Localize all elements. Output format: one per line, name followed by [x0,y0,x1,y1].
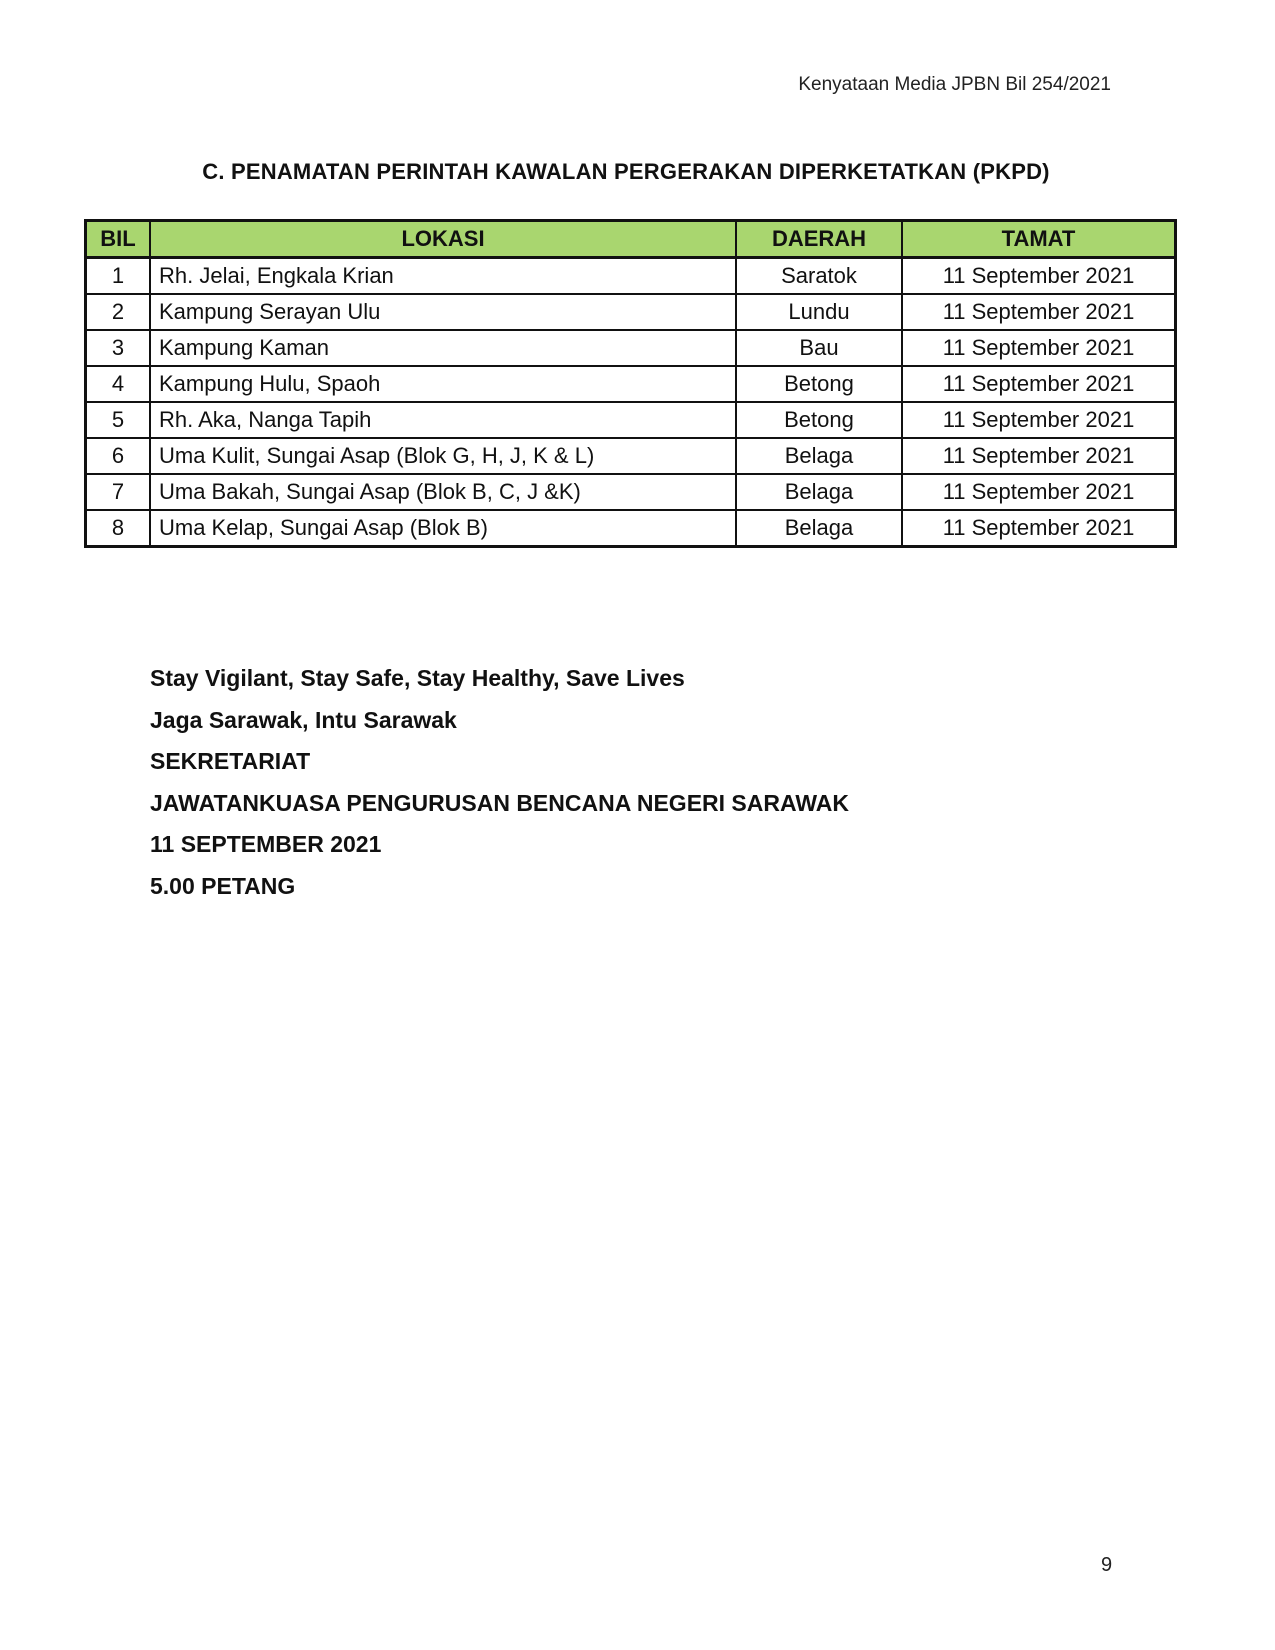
column-header-daerah: DAERAH [736,221,902,258]
cell-lokasi: Rh. Jelai, Engkala Krian [150,258,736,295]
closing-block [150,658,849,907]
table-row [86,258,1176,295]
column-header-bil: BIL [86,221,151,258]
column-header-lokasi: LOKASI [150,221,736,258]
document-reference: Kenyataan Media JPBN Bil 254/2021 [798,74,1111,95]
page-number: 9 [1101,1554,1113,1576]
cell-bil: 6 [86,438,151,474]
cell-bil: 4 [86,366,151,402]
table-row [86,402,1176,438]
cell-bil: 8 [86,510,151,547]
cell-tamat: 11 September 2021 [902,258,1176,295]
cell-bil: 3 [86,330,151,366]
cell-daerah: Bau [736,330,902,366]
cell-tamat: 11 September 2021 [902,474,1176,510]
date-line: 11 SEPTEMBER 2021 [150,831,382,857]
secretariat-line: SEKRETARIAT [150,748,311,774]
table-row [86,510,1176,547]
cell-lokasi: Kampung Kaman [150,330,736,366]
cell-lokasi: Kampung Serayan Ulu [150,294,736,330]
time-line: 5.00 PETANG [150,872,296,899]
cell-bil: 1 [86,258,151,295]
cell-bil: 7 [86,474,151,510]
cell-tamat: 11 September 2021 [902,438,1176,474]
table-row [86,330,1176,366]
cell-daerah: Belaga [736,510,902,547]
cell-daerah: Betong [736,366,902,402]
cell-tamat: 11 September 2021 [902,510,1176,547]
pkpd-table [84,219,1177,548]
cell-bil: 5 [86,402,151,438]
cell-daerah: Betong [736,402,902,438]
cell-daerah: Belaga [736,438,902,474]
cell-tamat: 11 September 2021 [902,402,1176,438]
cell-lokasi: Uma Bakah, Sungai Asap (Blok B, C, J &K) [150,474,736,510]
column-header-tamat: TAMAT [902,221,1176,258]
cell-daerah: Lundu [736,294,902,330]
cell-tamat: 11 September 2021 [902,366,1176,402]
table-row [86,438,1176,474]
cell-tamat: 11 September 2021 [902,294,1176,330]
tagline-line: Jaga Sarawak, Intu Sarawak [150,706,457,733]
cell-lokasi: Uma Kelap, Sungai Asap (Blok B) [150,510,736,547]
cell-lokasi: Uma Kulit, Sungai Asap (Blok G, H, J, K & L) [150,438,736,474]
cell-lokasi: Kampung Hulu, Spaoh [150,366,736,402]
cell-daerah: Saratok [736,258,902,295]
committee-line: JAWATANKUASA PENGURUSAN BENCANA NEGERI SARAWAK [150,789,849,816]
cell-daerah: Belaga [736,474,902,510]
cell-lokasi: Rh. Aka, Nanga Tapih [150,402,736,438]
table-row [86,474,1176,510]
table-header-row [86,221,1176,258]
cell-bil: 2 [86,294,151,330]
cell-tamat: 11 September 2021 [902,330,1176,366]
slogan-line: Stay Vigilant, Stay Safe, Stay Healthy, Save Lives [150,665,685,691]
section-title: C. PENAMATAN PERINTAH KAWALAN PERGERAKAN DIPERKETATKAN (PKPD) [202,159,1050,184]
table-row [86,294,1176,330]
table-row [86,366,1176,402]
